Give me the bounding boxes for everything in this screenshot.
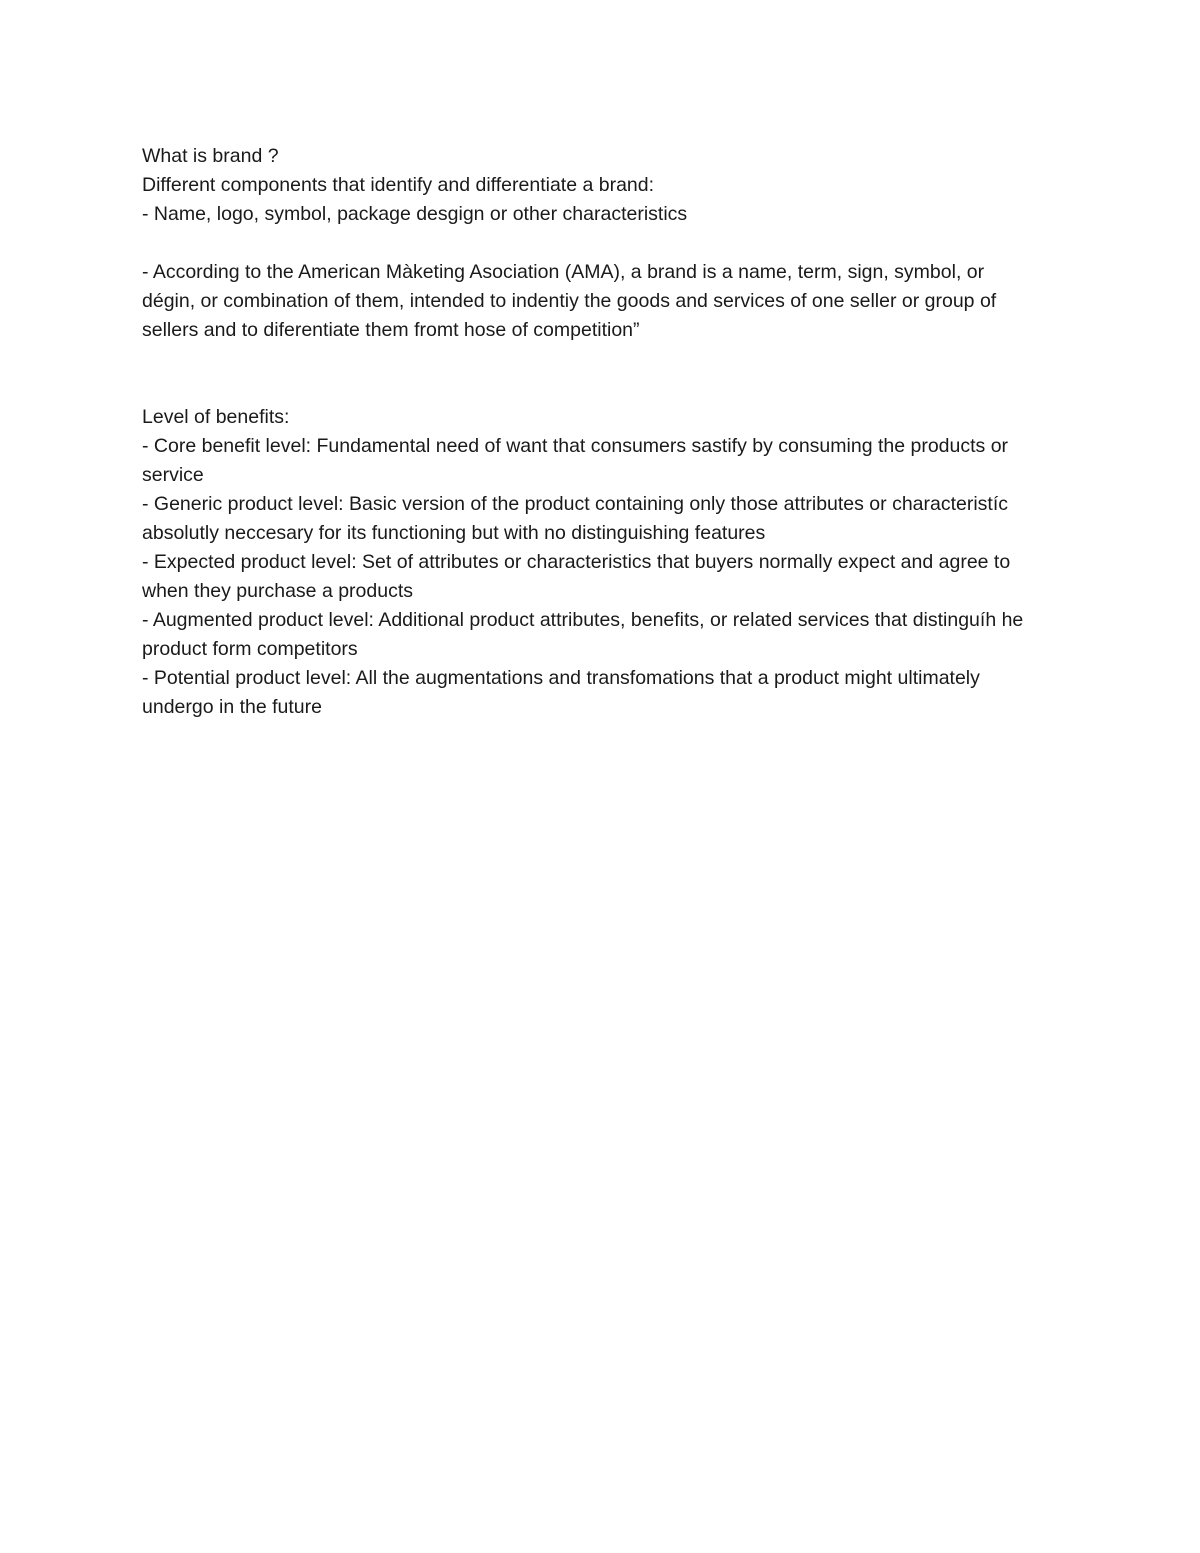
section-heading-what-is-brand: What is brand ? — [142, 145, 279, 167]
benefit-level-expected: - Expected product level: Set of attributes or characteristics that buyers normally expect and agree to when they purchase a products — [142, 551, 1016, 602]
document-body — [142, 142, 1042, 722]
benefit-level-generic: - Generic product level: Basic version of the product containing only those attributes or characteristíc absolutly neccesary for its functioning but with no distinguishing features — [142, 493, 1014, 544]
benefit-level-potential: - Potential product level: All the augmentations and transfomations that a product might ultimately undergo in the future — [142, 667, 986, 718]
benefit-level-augmented: - Augmented product level: Additional product attributes, benefits, or related services that distinguíh he product form competitors — [142, 609, 1029, 660]
section-heading-level-of-benefits: Level of benefits: — [142, 406, 290, 428]
blank-line — [142, 229, 1042, 258]
brand-components-bullet: - Name, logo, symbol, package desgign or other characteristics — [142, 203, 688, 225]
blank-line — [142, 345, 1042, 403]
brand-components-intro: Different components that identify and differentiate a brand: — [142, 174, 655, 196]
benefit-level-core: - Core benefit level: Fundamental need of want that consumers sastify by consuming the products or service — [142, 435, 1014, 486]
ama-definition-paragraph: - According to the American Màketing Asociation (AMA), a brand is a name, term, sign, symbol, or dégin, or combination of them, intended to indentiy the goods and services of one seller or group of sellers and to diferentiate them fromt hose of competition” — [142, 261, 1002, 341]
